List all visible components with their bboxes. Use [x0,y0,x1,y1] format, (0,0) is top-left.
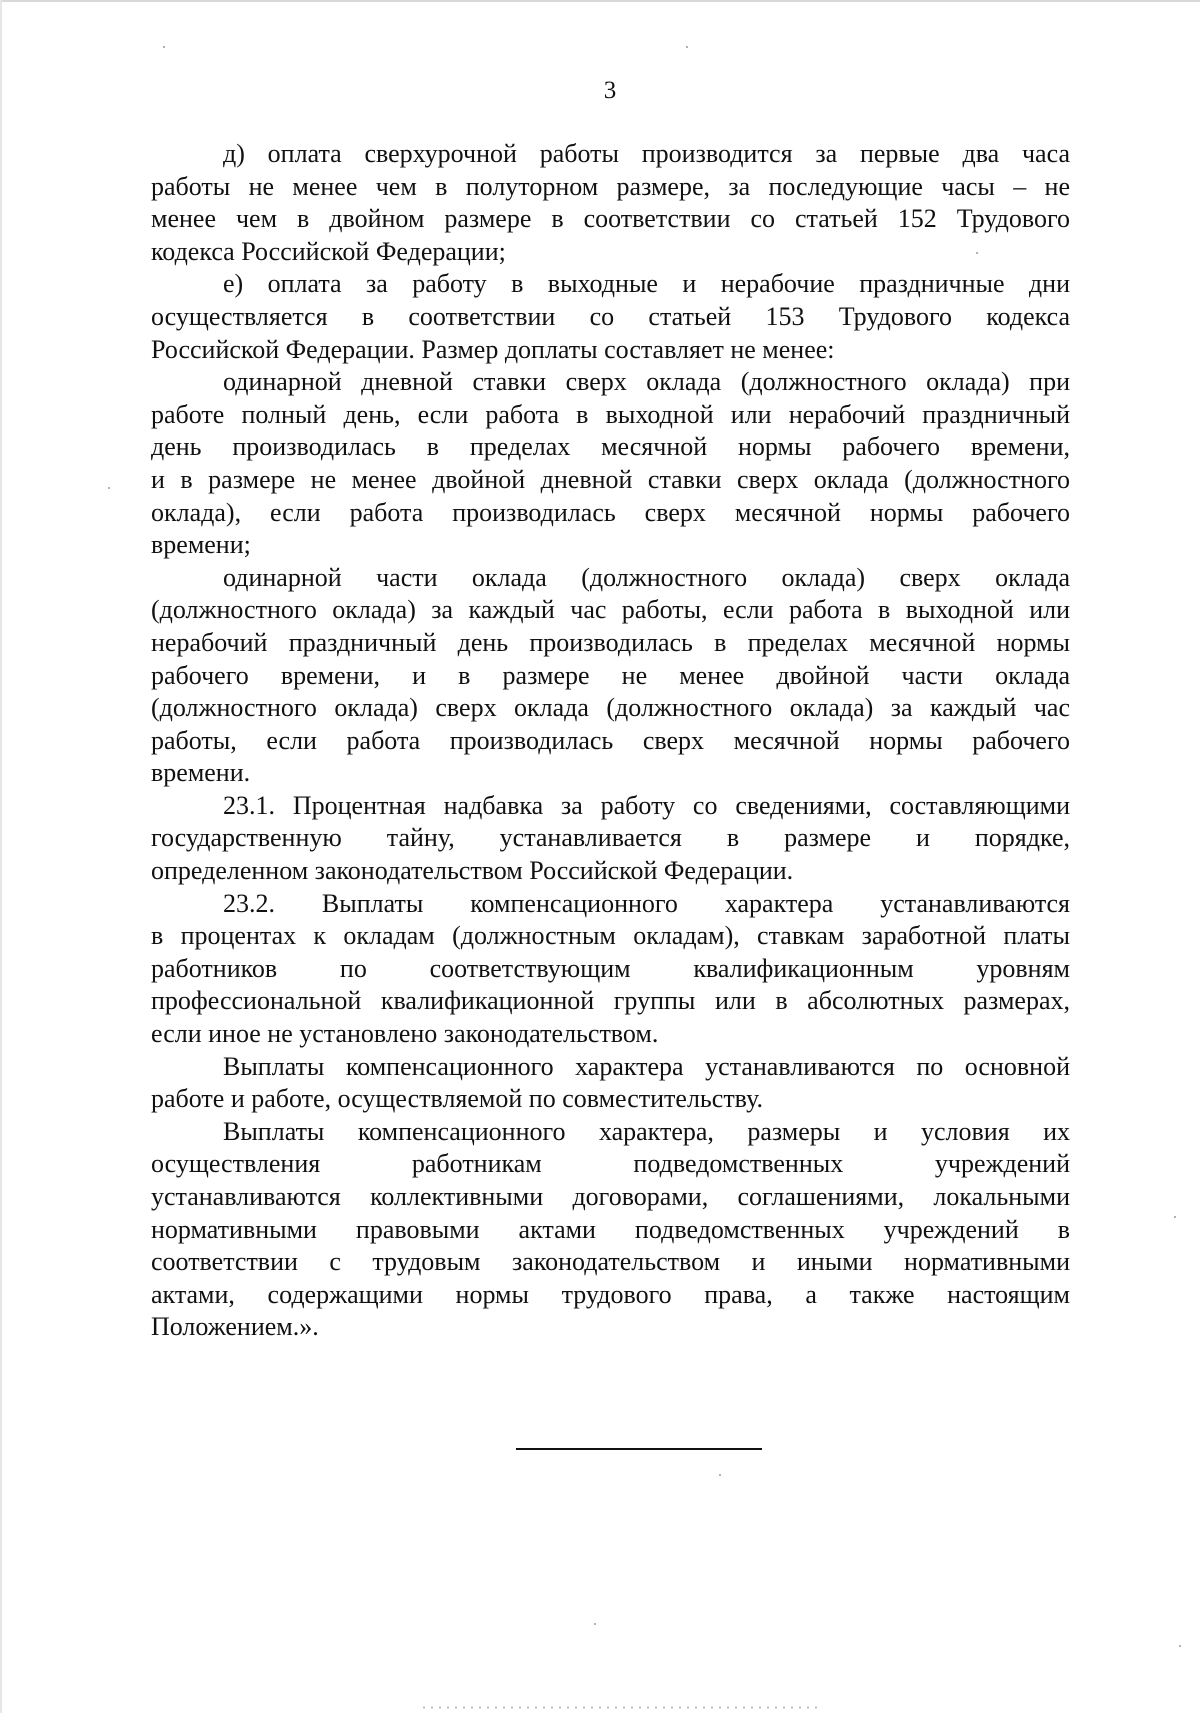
paragraph [151,268,1070,366]
text-line: соответствии с трудовым законодательством и иными нормативными [151,1247,1070,1277]
text-line: Российской Федерации. Размер доплаты составляет не менее: [151,334,835,364]
paragraph [151,366,1070,562]
scan-edge-left [0,0,2,1713]
text-line: день производилась в пределах месячной нормы рабочего времени, [151,432,1070,462]
paragraph [151,790,1070,888]
text-line: д) оплата сверхурочной работы производится за первые два часа [223,139,1070,168]
paragraph [151,888,1070,1051]
text-line: в процентах к окладам (должностным окладам), ставкам заработной платы [151,921,1070,951]
end-divider-line [516,1448,762,1450]
text-line: Положением.». [151,1312,319,1342]
scan-speck [976,252,978,254]
text-line: устанавливаются коллективными договорами, соглашениями, локальными [151,1182,1070,1211]
scan-speck [108,487,110,489]
text-line: 23.2. Выплаты компенсационного характера устанавливаются [223,888,1070,918]
text-line: е) оплата за работу в выходные и нерабочие праздничные дни [223,269,1070,299]
paragraph [151,562,1070,790]
text-line: и в размере не менее двойной дневной ставки сверх оклада (должностного [151,464,1070,494]
paragraph [151,138,1070,268]
scan-speck [1174,1216,1176,1218]
scan-speck [1179,1645,1181,1647]
text-line: нормативными правовыми актами подведомственных учреждений в [151,1214,1070,1244]
text-line: одинарной дневной ставки сверх оклада (должностного оклада) при [223,367,1070,397]
text-line: времени. [151,758,251,788]
page-number: 3 [603,77,617,104]
scan-speck [686,46,688,48]
scan-edge-top [0,0,1200,2]
text-line: государственную тайну, устанавливается в размере и порядке, [151,823,1070,853]
text-line: определенном законодательством Российской Федерации. [151,856,794,886]
text-line: Выплаты компенсационного характера устанавливаются по основной [223,1051,1070,1081]
scan-speck [163,46,165,48]
text-line: если иное не установлено законодательством. [151,1019,659,1049]
text-line: рабочего времени, и в размере не менее двойной части оклада [151,660,1070,690]
text-line: (должностного оклада) за каждый час работы, если работа в выходной или [151,595,1070,625]
paragraph [151,1116,1070,1344]
scan-speck [719,1474,721,1476]
text-line: работы, если работа производилась сверх месячной нормы рабочего [151,725,1070,755]
text-line: одинарной части оклада (должностного оклада) сверх оклада [223,562,1070,592]
text-line: работников по соответствующим квалификационным уровням [151,953,1070,983]
scan-speck [594,1623,596,1625]
text-line: работе и работе, осуществляемой по совместительству. [151,1084,763,1114]
text-line: кодекса Российской Федерации; [151,236,506,266]
text-line: времени; [151,530,251,560]
text-line: менее чем в двойном размере в соответствии со статьей 152 Трудового [151,204,1070,234]
text-line: 23.1. Процентная надбавка за работу со сведениями, составляющими [223,790,1070,820]
text-line: осуществления работникам подведомственных учреждений [151,1149,1070,1179]
text-line: работы не менее чем в полуторном размере, за последующие часы – не [151,171,1070,201]
text-line: актами, содержащими нормы трудового права, а также настоящим [151,1279,1070,1309]
text-line: Выплаты компенсационного характера, размеры и условия их [223,1116,1070,1146]
scan-noise [420,1706,820,1709]
text-line: оклада), если работа производилась сверх месячной нормы рабочего [151,497,1070,527]
text-line: осуществляется в соответствии со статьей 153 Трудового кодекса [151,301,1070,331]
text-line: (должностного оклада) сверх оклада (должностного оклада) за каждый час [151,693,1070,723]
paragraph [151,1051,1070,1116]
text-line: профессиональной квалификационной группы или в абсолютных размерах, [151,986,1070,1016]
text-line: работе полный день, если работа в выходной или нерабочий праздничный [151,399,1070,429]
document-body [151,138,1070,1344]
text-line: нерабочий праздничный день производилась в пределах месячной нормы [151,627,1070,657]
